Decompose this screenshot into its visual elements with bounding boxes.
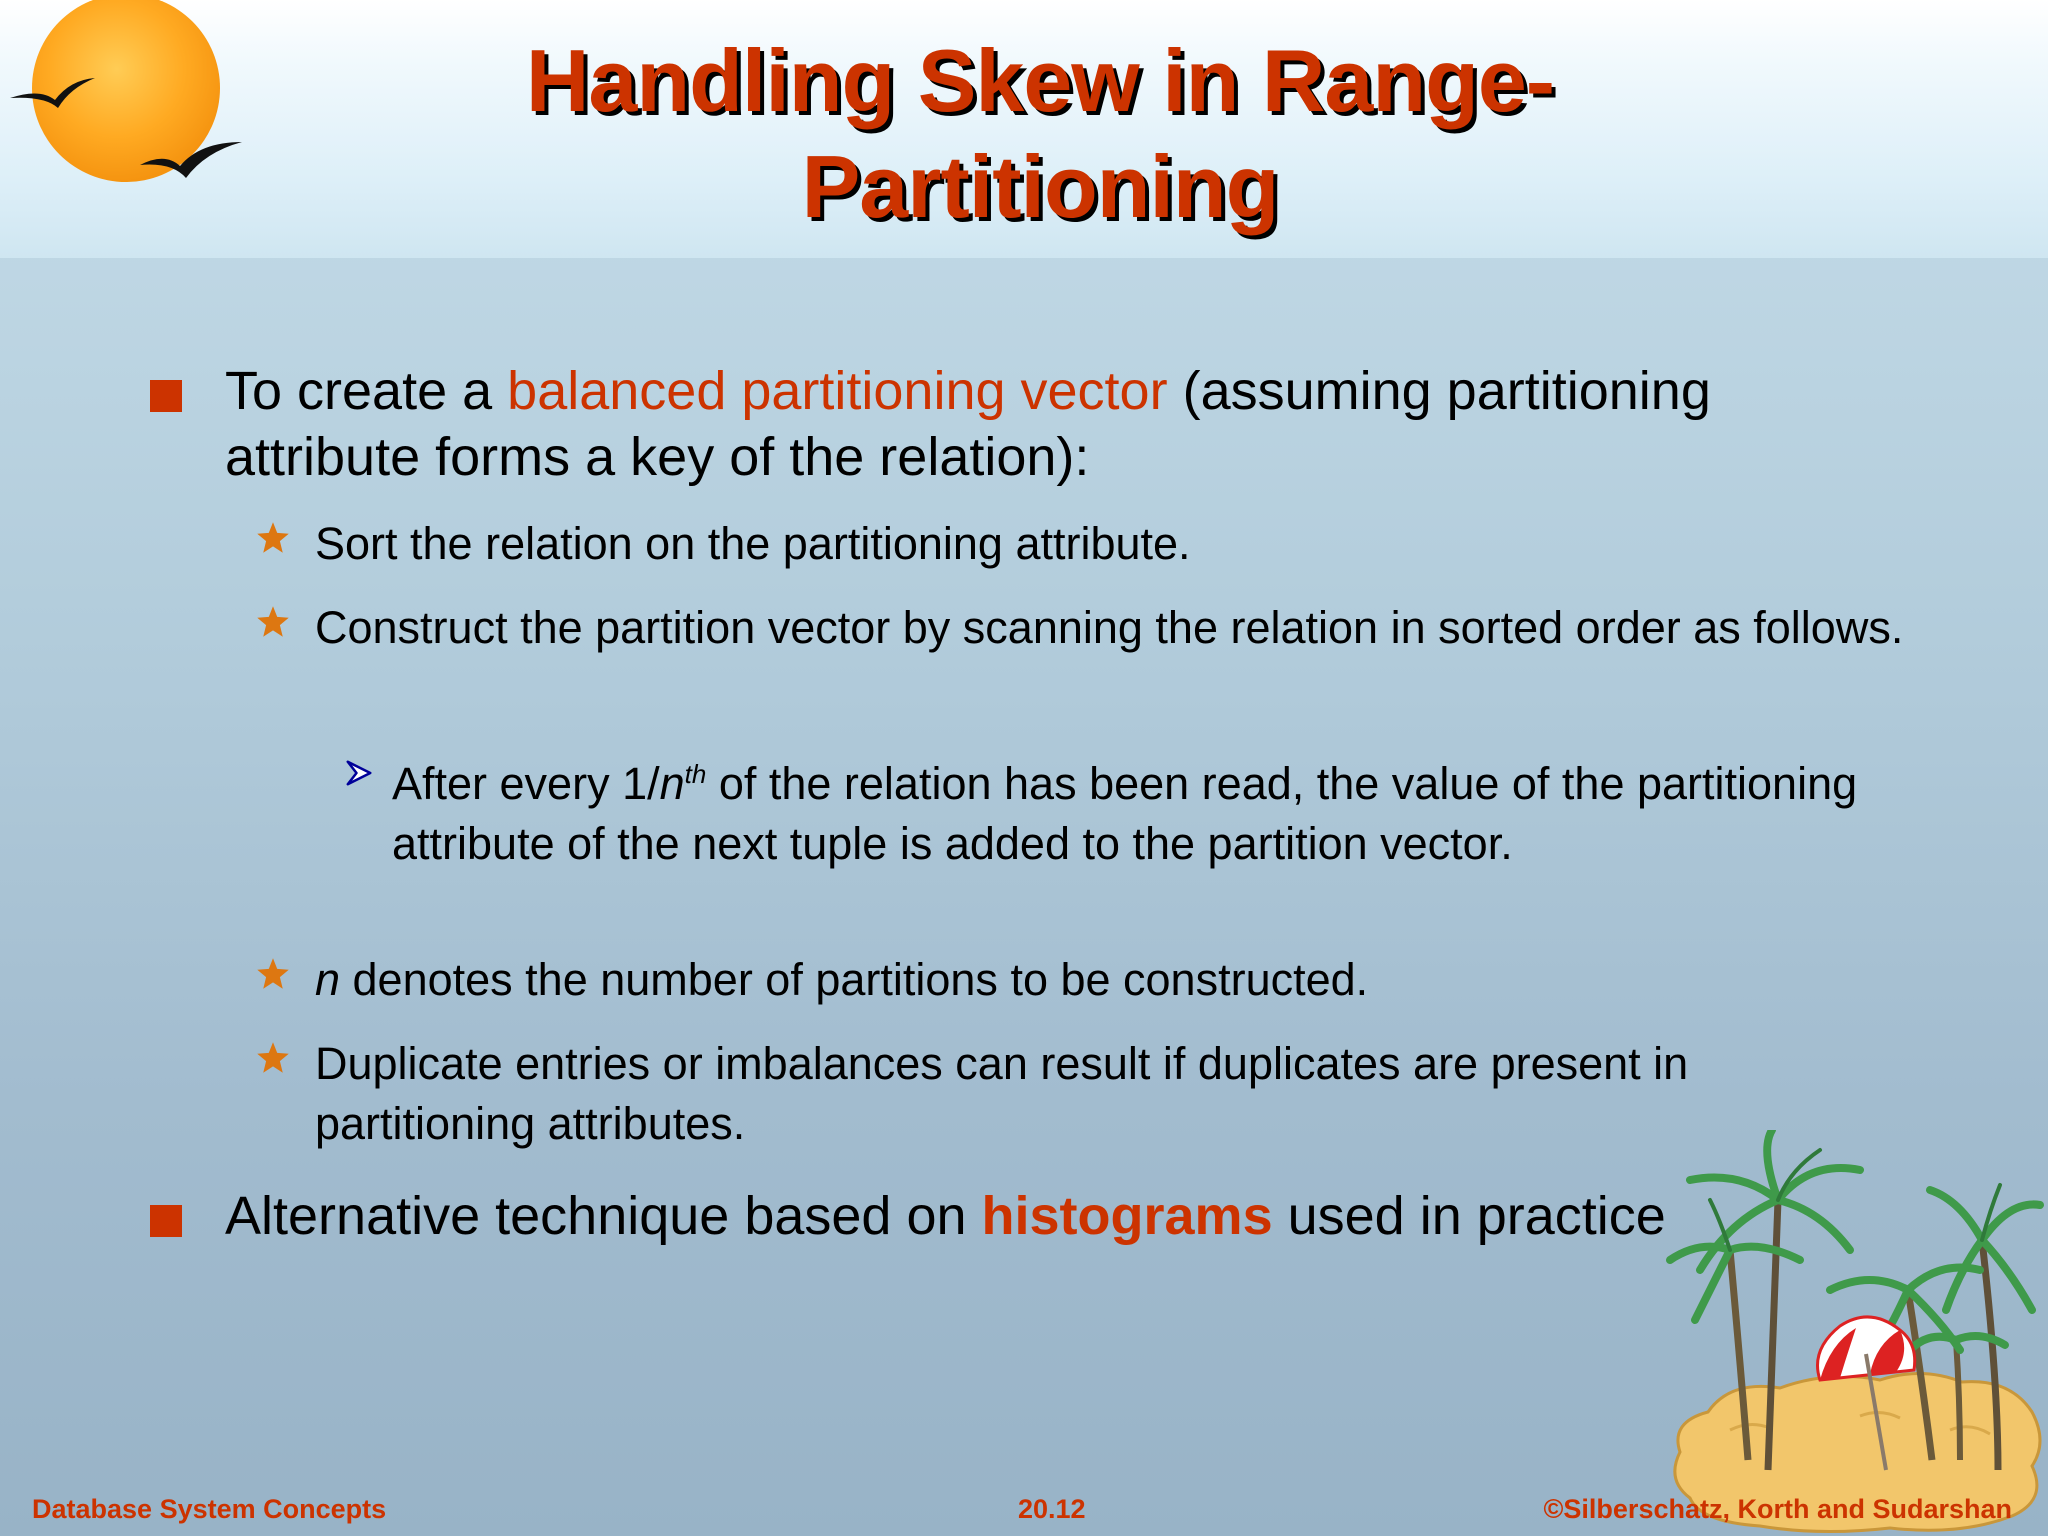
bullet-text: Alternative technique based on	[225, 1186, 982, 1246]
italic-n: n	[659, 758, 685, 809]
star-icon	[255, 1040, 291, 1076]
arrowhead-icon	[344, 758, 374, 788]
bullet-balanced-vector	[225, 358, 1845, 490]
italic-n: n	[315, 954, 341, 1005]
superscript-th: th	[684, 759, 707, 789]
square-bullet-icon	[150, 380, 182, 412]
square-bullet-icon	[150, 1205, 182, 1237]
bullet-histograms	[225, 1183, 1845, 1249]
footer-slide-number: 20.12	[1018, 1494, 1086, 1524]
subsubbullet-after-every	[392, 744, 1862, 874]
bullet-text: used in practice	[1272, 1186, 1666, 1246]
footer-book-title: Database System Concepts	[32, 1494, 387, 1524]
highlight-balanced-partitioning-vector: balanced partitioning vector	[507, 361, 1168, 421]
subbullet-n-denotes	[315, 950, 1915, 1010]
bullet-text: (assuming partitioning attribute forms a key of the relation):	[225, 361, 1711, 487]
highlight-histograms: histograms	[981, 1186, 1273, 1246]
bullet-text: After every 1/	[392, 758, 660, 809]
star-icon	[255, 604, 291, 640]
star-icon	[255, 956, 291, 992]
footer-copyright: ©Silberschatz, Korth and Sudarshan	[1543, 1494, 2012, 1524]
subbullet-sort	[315, 514, 1915, 574]
bullet-text: Construct the partition vector by scanning the relation in sorted order as follows.	[315, 602, 1904, 653]
bullet-text: To create a	[225, 361, 508, 421]
slide-title: Handling Skew in Range-Partitioning	[525, 31, 1555, 236]
star-icon	[255, 520, 291, 556]
palm-island-icon	[1660, 1130, 2048, 1536]
bullet-text: Duplicate entries or imbalances can result if duplicates are present in partitioning attributes.	[315, 1038, 1689, 1149]
bullet-text: denotes the number of partitions to be constructed.	[340, 954, 1369, 1005]
subbullet-construct	[315, 598, 1915, 658]
bullet-text: Sort the relation on the partitioning attribute.	[315, 518, 1191, 569]
bullet-text: of the relation has been read, the value of the partitioning attribute of the next tuple is added to the partition vector.	[392, 758, 1858, 869]
